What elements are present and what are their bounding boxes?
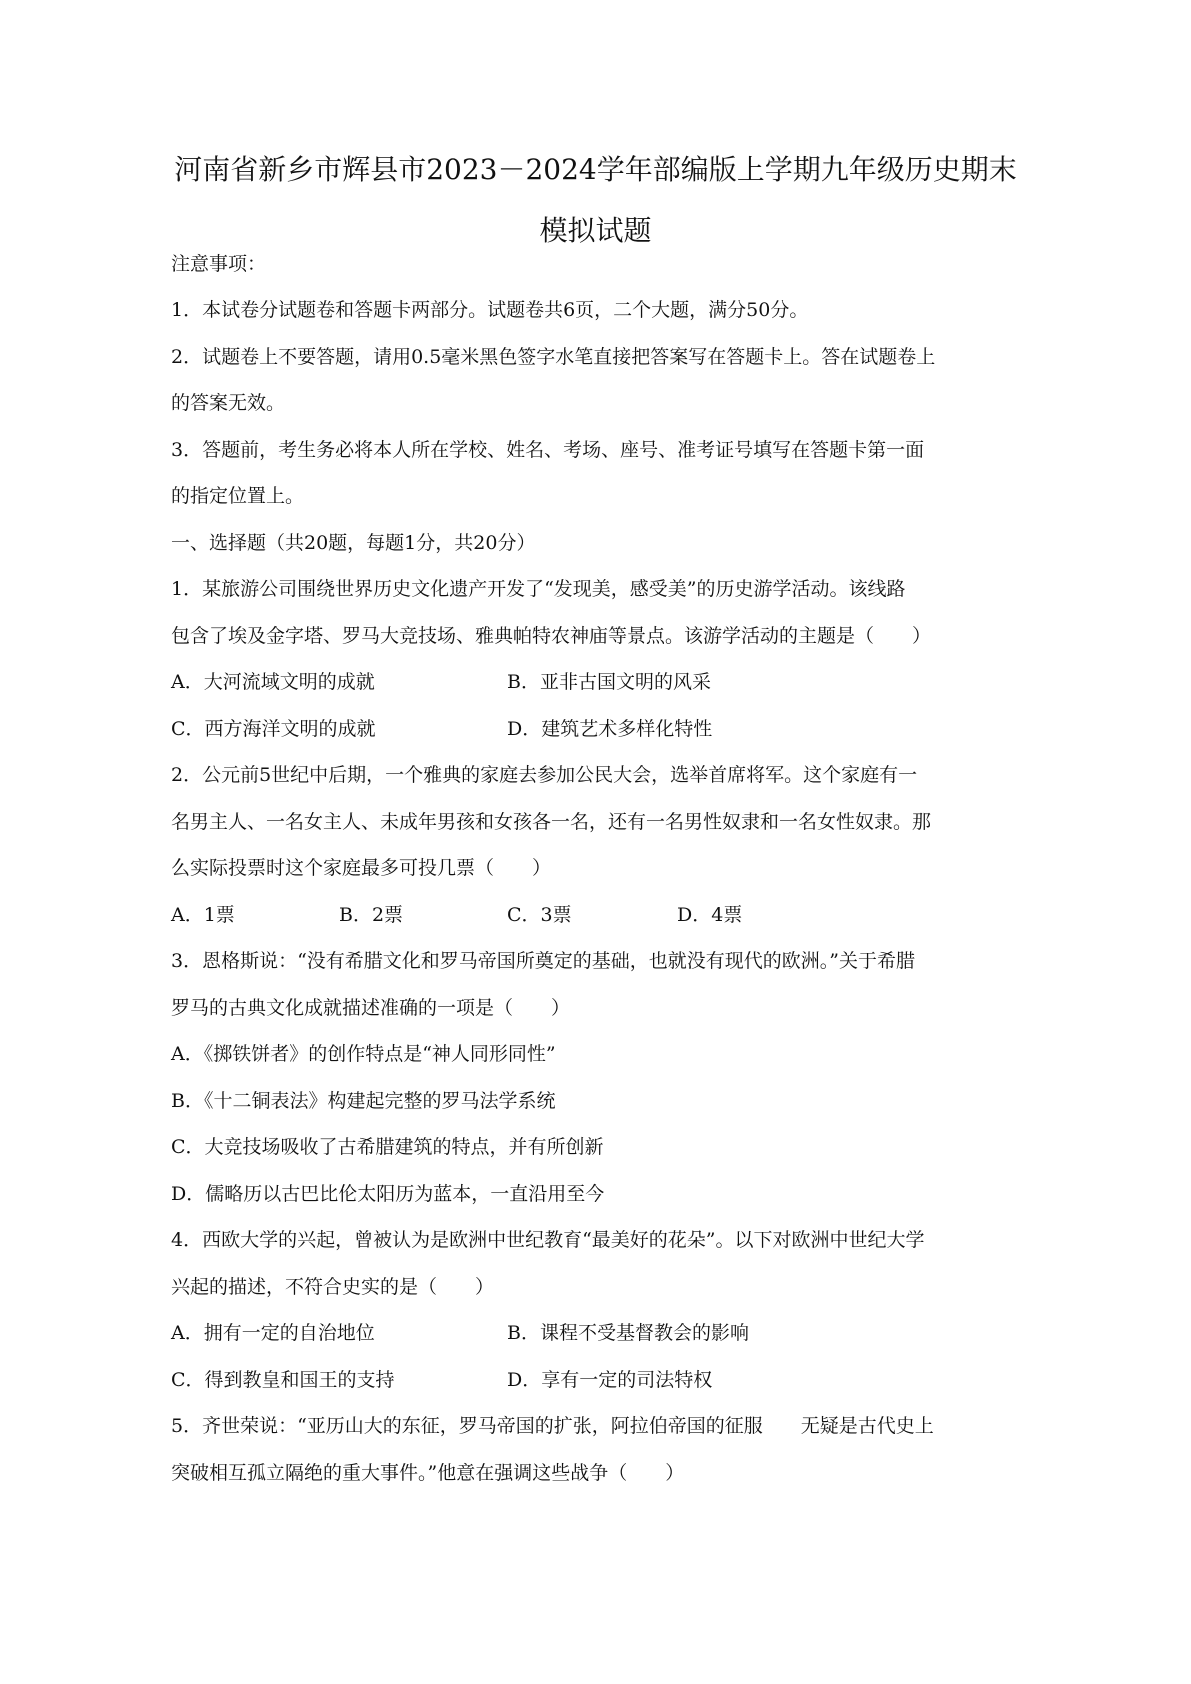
- question-2-line-1: 2．公元前5世纪中后期，一个雅典的家庭去参加公民大会，选举首席将军。这个家庭有一: [171, 764, 918, 786]
- question-3-line-1: 3．恩格斯说：“没有希腊文化和罗马帝国所奠定的基础，也就没有现代的欧洲。”关于希腊: [171, 950, 916, 972]
- question-2-line-3: 么实际投票时这个家庭最多可投几票（ ）: [171, 857, 552, 879]
- question-1-option-b: B．亚非古国文明的风采: [507, 671, 711, 693]
- question-4-line-2: 兴起的描述，不符合史实的是（ ）: [171, 1276, 495, 1298]
- question-1-option-a: A．大河流域文明的成就: [171, 671, 375, 693]
- question-2-option-d: D．4票: [677, 904, 743, 926]
- notice-item-3-line-2: 的指定位置上。: [171, 485, 305, 507]
- notice-heading: 注意事项：: [171, 253, 267, 275]
- document-title-line-2: 模拟试题: [539, 214, 652, 247]
- section-heading: 一、选择题（共20题，每题1分，共20分）: [171, 532, 536, 554]
- notice-item-3-line-1: 3．答题前，考生务必将本人所在学校、姓名、考场、座号、准考证号填写在答题卡第一面: [171, 439, 925, 461]
- question-5-line-1: 5．齐世荣说：“亚历山大的东征，罗马帝国的扩张，阿拉伯帝国的征服 无疑是古代史上: [171, 1415, 934, 1437]
- question-3-option-c: C．大竞技场吸收了古希腊建筑的特点，并有所创新: [171, 1136, 604, 1158]
- question-4-option-b: B．课程不受基督教会的影响: [507, 1322, 749, 1344]
- notice-item-1: 1．本试卷分试题卷和答题卡两部分。试题卷共6页，二个大题，满分50分。: [171, 299, 809, 321]
- question-4-option-c: C．得到教皇和国王的支持: [171, 1369, 395, 1391]
- document-title-line-1: 河南省新乡市辉县市2023－2024学年部编版上学期九年级历史期末: [174, 153, 1017, 186]
- notice-item-2-line-2: 的答案无效。: [171, 392, 286, 414]
- question-3-option-d: D．儒略历以古巴比伦太阳历为蓝本，一直沿用至今: [171, 1183, 605, 1205]
- question-4-line-1: 4．西欧大学的兴起，曾被认为是欧洲中世纪教育“最美好的花朵”。以下对欧洲中世纪大学: [171, 1229, 925, 1251]
- question-2-line-2: 名男主人、一名女主人、未成年男孩和女孩各一名，还有一名男性奴隶和一名女性奴隶。那: [171, 811, 932, 833]
- question-2-option-b: B．2票: [339, 904, 404, 926]
- question-2-option-a: A．1票: [171, 904, 235, 926]
- question-3-option-b: B．《十二铜表法》构建起完整的罗马法学系统: [171, 1090, 556, 1112]
- question-3-option-a: A．《掷铁饼者》的创作特点是“神人同形同性”: [171, 1043, 556, 1065]
- question-2-option-c: C．3票: [507, 904, 572, 926]
- question-5-line-2: 突破相互孤立隔绝的重大事件。”他意在强调这些战争（ ）: [171, 1462, 685, 1484]
- question-1-option-c: C．西方海洋文明的成就: [171, 718, 376, 740]
- question-1-line-2: 包含了埃及金字塔、罗马大竞技场、雅典帕特农神庙等景点。该游学活动的主题是（ ）: [171, 625, 932, 647]
- question-1-line-1: 1．某旅游公司围绕世界历史文化遗产开发了“发现美，感受美”的历史游学活动。该线路: [171, 578, 906, 600]
- question-4-option-a: A．拥有一定的自治地位: [171, 1322, 375, 1344]
- question-4-option-d: D．享有一定的司法特权: [507, 1369, 713, 1391]
- question-1-option-d: D．建筑艺术多样化特性: [507, 718, 713, 740]
- notice-item-2-line-1: 2．试题卷上不要答题，请用0.5毫米黑色签字水笔直接把答案写在答题卡上。答在试题卷上: [171, 346, 936, 368]
- question-3-line-2: 罗马的古典文化成就描述准确的一项是（ ）: [171, 997, 571, 1019]
